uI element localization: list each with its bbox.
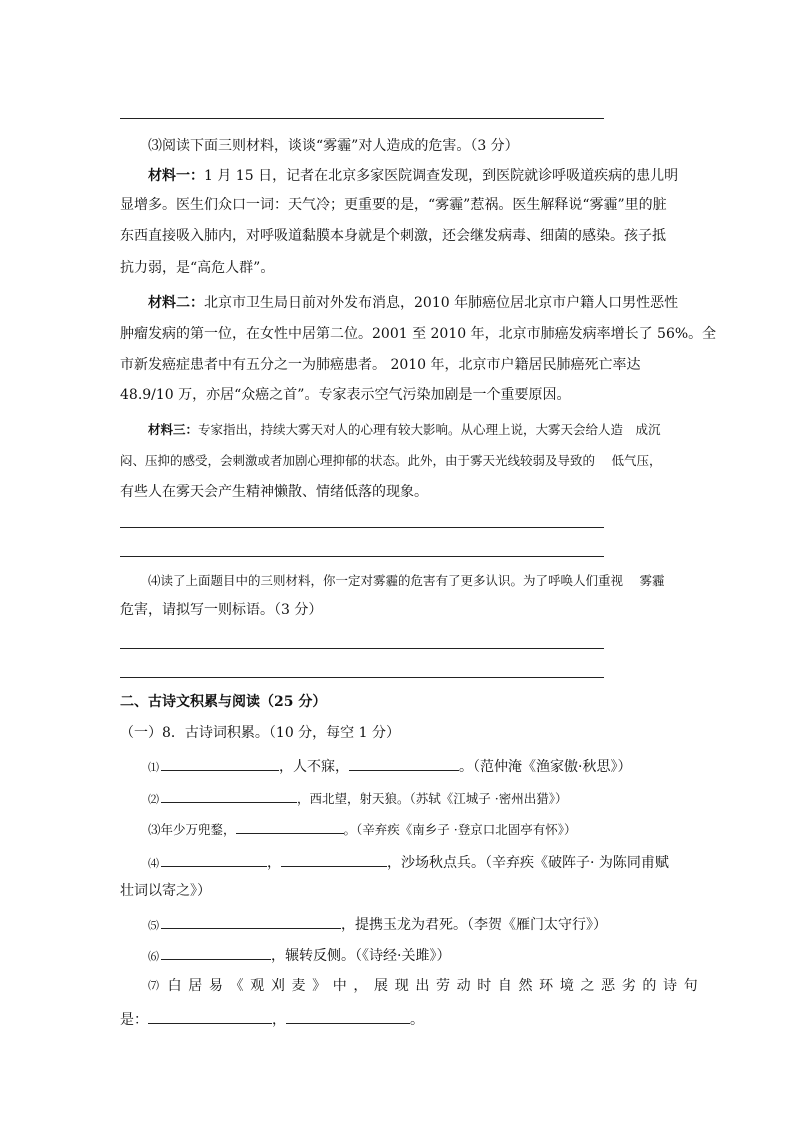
item-7-char: 观: [250, 978, 265, 994]
fill-blank[interactable]: [161, 851, 267, 867]
item-7-char: 环: [539, 978, 554, 994]
section-title: 二、古诗文积累与阅读（25 分）: [120, 694, 327, 710]
item-7-char: 白: [167, 978, 182, 994]
poetry-item-4-cont: 壮词以寄之》）: [120, 883, 211, 899]
material-three-line: 材料三：专家指出，持续大雾天对人的心理有较大影响。从心理上说，大雾天会给人造 成沉: [148, 422, 661, 437]
answer-line[interactable]: [120, 556, 604, 557]
q4-prompt: 危害，请拟写一则标语。（3 分）: [120, 602, 323, 618]
poetry-item-7-cont: 是： ， 。: [120, 1008, 680, 1030]
poetry-item-7-text: [148, 976, 698, 996]
fill-blank[interactable]: [286, 1008, 410, 1024]
q3-prompt: ⑶阅读下面三则材料，谈谈“雾霾”对人造成的危害。（3 分）: [148, 138, 519, 154]
poetry-item-3: ⑶年少万兜鍪， 。（辛弃疾《南乡子 ·登京口北固亭有怀》）: [148, 818, 680, 840]
fill-blank[interactable]: [236, 818, 344, 834]
item-7-char: 易: [208, 978, 223, 994]
fill-blank[interactable]: [148, 1008, 272, 1024]
poetry-item-6: ⑹ ，辗转反侧。（《诗经·关雎》）: [148, 944, 680, 967]
section-subtitle: （一）8．古诗词积累。（10 分，每空 1 分）: [120, 725, 400, 741]
poetry-item-7: [148, 976, 698, 996]
q4-prompt: ⑷读了上面题目中的三则材料，你一定对雾霾的危害有了更多认识。为了呼唤人们重视 雾霾: [148, 573, 665, 588]
material-two-line: 市新发癌症患者中有五分之一为肺癌患者。 2010 年，北京市户籍居民肺癌死亡率达: [120, 357, 641, 373]
item-7-char: 句: [683, 978, 698, 994]
item-7-char: 居: [188, 978, 203, 994]
item-7-char: 时: [477, 978, 492, 994]
fill-blank[interactable]: [161, 944, 271, 960]
item-7-char: 《: [229, 978, 244, 994]
item-7-char: 现: [394, 978, 409, 994]
poetry-item-5: ⑸ ，提携玉龙为君死。（李贺《雁门太守行》）: [148, 913, 680, 936]
fill-blank[interactable]: [161, 755, 279, 771]
item-number: ⑺: [148, 979, 159, 992]
item-7-char: 自: [497, 978, 512, 994]
material-one-line: 抗力弱，是“高危人群”。: [120, 260, 275, 276]
item-7-char: 》: [312, 978, 327, 994]
item-7-char: 出: [415, 978, 430, 994]
item-7-char: 劳: [435, 978, 450, 994]
item-7-char: 然: [518, 978, 533, 994]
material-two-line: 材料二：北京市卫生局日前对外发布消息，2010 年肺癌位居北京市户籍人口男性恶性: [148, 295, 679, 311]
answer-line[interactable]: [120, 677, 604, 678]
poetry-item-4: ⑷ ， ，沙场秋点兵。（辛弃疾《破阵子· 为陈同甫赋: [148, 851, 680, 874]
item-7-char: 境: [559, 978, 574, 994]
item-7-char: 中: [332, 978, 347, 994]
answer-line[interactable]: [120, 527, 604, 528]
material-three-line: 有些人在雾天会产生精神懒散、情绪低落的现象。: [120, 484, 428, 500]
material-three-line: 闷、压抑的感受，会刺激或者加剧心理抑郁的状态。此外，由于雾天光线较弱及导致的 低气压，: [120, 453, 662, 468]
fill-blank[interactable]: [281, 851, 387, 867]
item-7-char: 诗: [663, 978, 678, 994]
poetry-item-1: ⑴ ，人不寐， 。（范仲淹《渔家傲·秋思》）: [148, 755, 680, 778]
item-7-char: 劣: [621, 978, 636, 994]
answer-line[interactable]: [120, 118, 604, 119]
material-one-line: 东西直接吸入肺内，对呼吸道黏膜本身就是个刺激，还会继发病毒、细菌的感染。孩子抵: [120, 228, 666, 244]
item-7-char: 展: [374, 978, 389, 994]
material-one-line: 材料一：1 月 15 日，记者在北京多家医院调查发现，到医院就诊呼吸道疾病的患儿明: [148, 168, 679, 184]
fill-blank[interactable]: [161, 787, 297, 803]
material-one-line: 显增多。医生们众口一词：天气冷；更重要的是，“雾霾”惹祸。医生解释说“雾霾”里的脏: [120, 197, 667, 213]
material-one-label: 材料一：: [148, 168, 204, 184]
answer-line[interactable]: [120, 648, 604, 649]
material-two-line: 肿瘤发病的第一位，在女性中居第二位。2001 至 2010 年，北京市肺癌发病率增长了 56%。全: [120, 326, 717, 342]
fill-blank[interactable]: [349, 755, 459, 771]
material-two-line: 48.9/10 万，亦居“众癌之首”。专家表示空气污染加剧是一个重要原因。: [120, 387, 571, 403]
item-7-char: 动: [456, 978, 471, 994]
fill-blank[interactable]: [161, 913, 341, 929]
item-7-char: 刈: [270, 978, 285, 994]
item-7-char: ，: [353, 978, 368, 994]
item-7-char: 之: [580, 978, 595, 994]
item-7-char: 恶: [601, 978, 616, 994]
material-three-label: 材料三：: [148, 422, 199, 437]
item-7-char: 的: [642, 978, 657, 994]
material-two-label: 材料二：: [148, 295, 204, 311]
poetry-item-2: ⑵ ，西北望，射天狼。（苏轼《江城子 ·密州出猎》）: [148, 787, 680, 810]
item-7-char: 麦: [291, 978, 306, 994]
